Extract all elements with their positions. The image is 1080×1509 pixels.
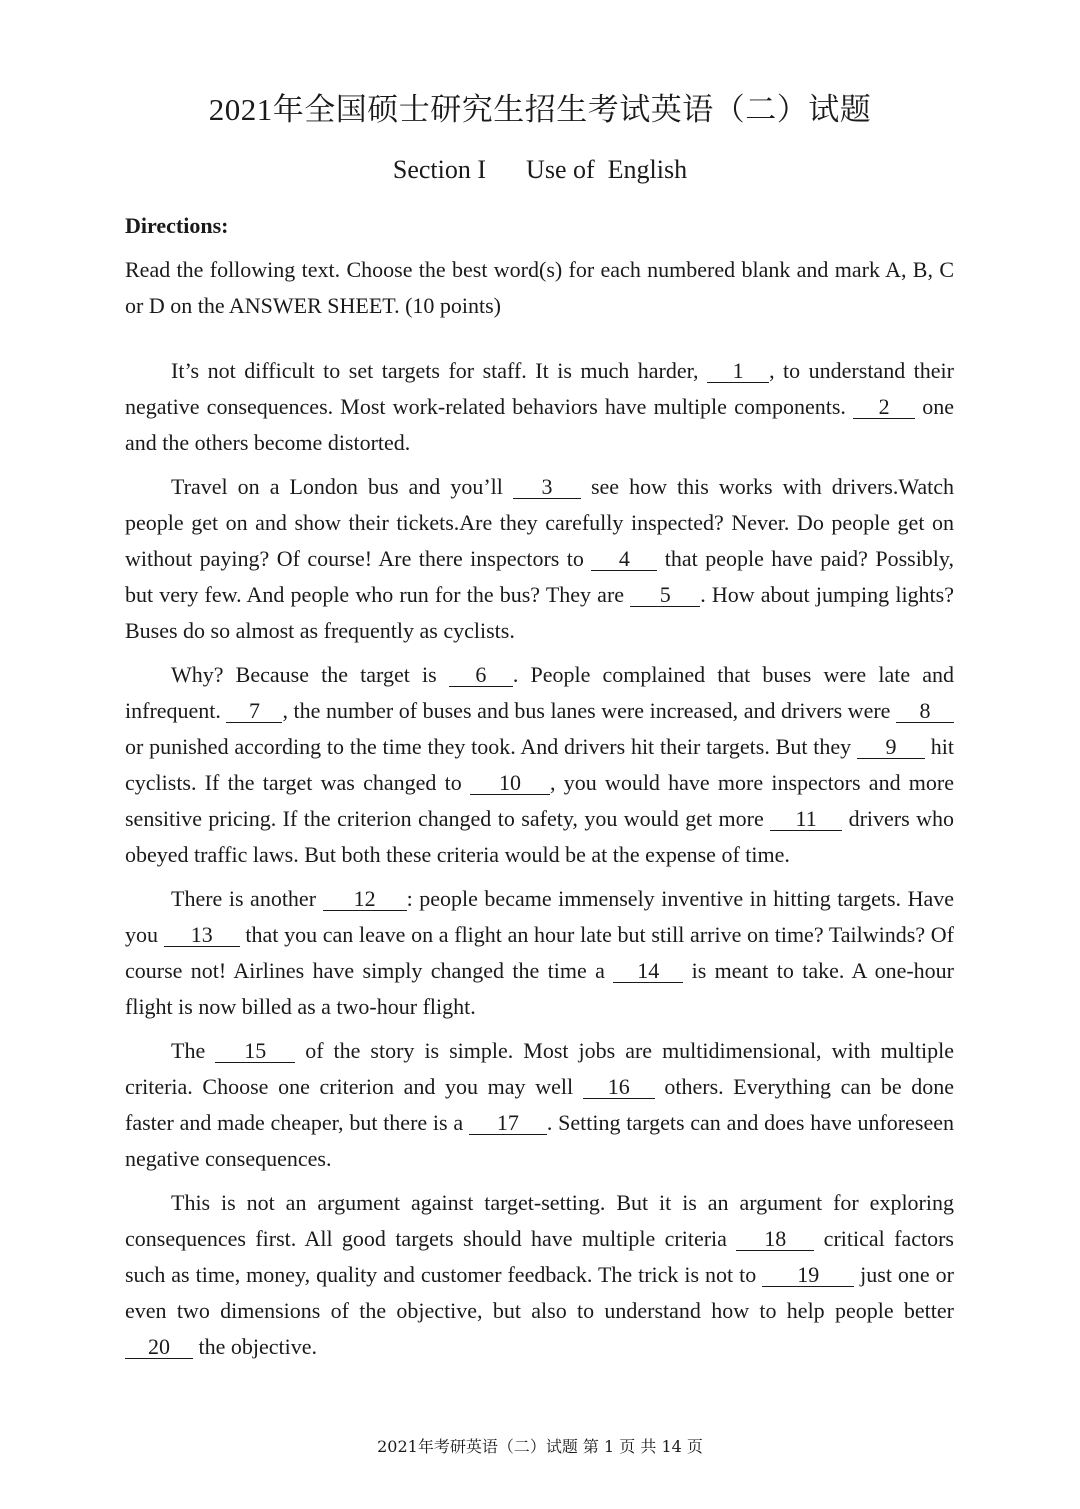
answer-blank-20: 20 bbox=[125, 1336, 193, 1359]
answer-blank-12: 12 bbox=[323, 888, 407, 911]
passage-text: hit cyclists. If the target was changed to bbox=[125, 734, 954, 795]
answer-blank-4: 4 bbox=[591, 548, 657, 571]
answer-blank-8: 8 bbox=[896, 700, 954, 723]
passage-text: that people have paid? Possibly, but very few. And people who run for the bus? They are bbox=[125, 546, 954, 607]
passage-text: or punished according to the time they took. And drivers hit their targets. But they bbox=[125, 734, 857, 759]
passage-text: . People complained that buses were late and infrequent. bbox=[125, 662, 954, 723]
passage-text: Travel on a London bus and you’ll bbox=[171, 474, 513, 499]
directions-text: Read the following text. Choose the best word(s) for each numbered blank and mark A, B, C or D on the ANSWER SHEET. (10 points) bbox=[125, 257, 954, 318]
answer-blank-19: 19 bbox=[762, 1264, 854, 1287]
passage-paragraph bbox=[125, 657, 954, 873]
answer-blank-11: 11 bbox=[770, 808, 842, 831]
section-label: Section I bbox=[392, 155, 487, 184]
answer-blank-16: 16 bbox=[583, 1076, 655, 1099]
passage-text: see how this works with drivers.Watch people get on and show their tickets.Are they carefully inspected? Never. Do people get on without paying? Of course! Are there inspectors to bbox=[125, 474, 955, 571]
answer-blank-2: 2 bbox=[853, 396, 915, 419]
answer-blank-3: 3 bbox=[513, 476, 581, 499]
passage-paragraph bbox=[125, 1185, 954, 1365]
passage-text: just one or even two dimensions of the objective, but also to understand how to help people better bbox=[125, 1262, 954, 1323]
passage-text: It’s not difficult to set targets for staff. It is much harder, bbox=[171, 358, 708, 383]
passage-paragraph bbox=[125, 881, 954, 1025]
passage-text: of the story is simple. Most jobs are multidimensional, with multiple criteria. Choose one criterion and you may well bbox=[125, 1038, 955, 1099]
answer-blank-1: 1 bbox=[707, 360, 769, 383]
page-title: 2021年全国硕士研究生招生考试英语（二）试题 bbox=[208, 92, 872, 127]
passage-text: one and the others become distorted. bbox=[125, 394, 955, 455]
passage-text: . How about jumping lights? Buses do so almost as frequently as cyclists. bbox=[125, 582, 954, 643]
answer-blank-18: 18 bbox=[736, 1228, 814, 1251]
passage-text: others. Everything can be done faster and made cheaper, but there is a bbox=[125, 1074, 954, 1135]
passage-text: : people became immensely inventive in hitting targets. Have you bbox=[125, 886, 954, 947]
content-body bbox=[125, 208, 954, 1373]
passage-paragraph bbox=[125, 353, 954, 461]
passage-paragraph bbox=[125, 469, 954, 649]
answer-blank-5: 5 bbox=[630, 584, 700, 607]
passage-text: critical factors such as time, money, quality and customer feedback. The trick is not to bbox=[125, 1226, 954, 1287]
passage-text: , to understand their negative consequences. Most work-related behaviors have multiple components. bbox=[125, 358, 955, 419]
answer-blank-9: 9 bbox=[857, 736, 925, 759]
answer-blank-13: 13 bbox=[164, 924, 240, 947]
answer-blank-6: 6 bbox=[449, 664, 513, 687]
page-footer: 2021年考研英语（二）试题 第 1 页 共 14 页 bbox=[377, 1437, 703, 1456]
passage-text: Why? Because the target is bbox=[171, 662, 449, 687]
answer-blank-17: 17 bbox=[469, 1112, 547, 1135]
section-heading bbox=[0, 155, 1080, 185]
passage-text: the objective. bbox=[193, 1334, 318, 1359]
answer-blank-15: 15 bbox=[215, 1040, 295, 1063]
answer-blank-10: 10 bbox=[470, 772, 550, 795]
passage-paragraph bbox=[125, 1033, 954, 1177]
passage-text: drivers who obeyed traffic laws. But both these criteria would be at the expense of time. bbox=[125, 806, 954, 867]
passage-text: , you would have more inspectors and more sensitive pricing. If the criterion changed to safety, you would get more bbox=[125, 770, 955, 831]
answer-blank-14: 14 bbox=[613, 960, 683, 983]
passage-text: is meant to take. A one-hour flight is now billed as a two-hour flight. bbox=[125, 958, 955, 1019]
passage-text: , the number of buses and bus lanes were increased, and drivers were bbox=[282, 698, 896, 723]
section-name: Use of English bbox=[526, 155, 688, 184]
directions-heading: Directions: bbox=[125, 213, 229, 238]
passage-text: This is not an argument against target-setting. But it is an argument for exploring consequences first. All good targets should have multiple criteria bbox=[125, 1190, 954, 1251]
passage-text: There is another bbox=[171, 886, 323, 911]
passage-text: The bbox=[171, 1038, 216, 1063]
passage-text: . Setting targets can and does have unforeseen negative consequences. bbox=[125, 1110, 954, 1171]
passage-text: that you can leave on a flight an hour late but still arrive on time? Tailwinds? Of course not! Airlines have simply changed the time a bbox=[125, 922, 955, 983]
answer-blank-7: 7 bbox=[226, 700, 282, 723]
cloze-passage bbox=[125, 353, 954, 1365]
